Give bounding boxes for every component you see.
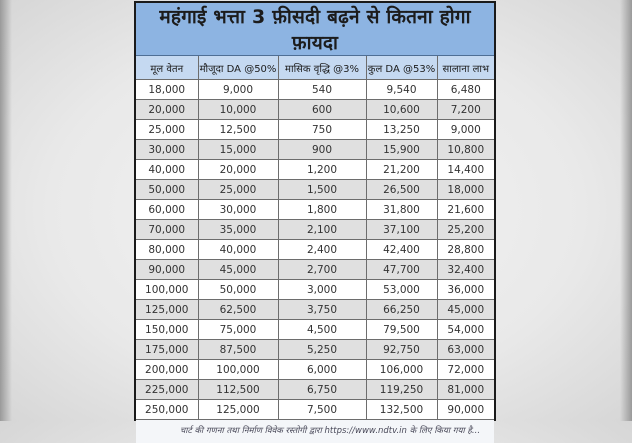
table-row [136,140,494,160]
table-row [136,240,494,260]
cell-basic-pay: 30,000 [136,140,198,160]
cell-basic-pay: 40,000 [136,160,198,180]
table-footer-credit: चार्ट की गणना तथा निर्माण विवेक रस्तोगी द्वारा https://www.ndtv.in के लिए किया गया है... [136,420,494,443]
cell-current-da: 75,000 [198,320,278,340]
cell-total-da: 47,700 [366,260,437,280]
cell-annual-benefit: 72,000 [437,360,494,380]
cell-annual-benefit: 63,000 [437,340,494,360]
table-row [136,360,494,380]
cell-monthly-increase: 6,000 [278,360,366,380]
cell-basic-pay: 60,000 [136,200,198,220]
cell-total-da: 132,500 [366,400,437,420]
cell-current-da: 45,000 [198,260,278,280]
cell-annual-benefit: 9,000 [437,120,494,140]
cell-current-da: 125,000 [198,400,278,420]
background-edge-right [620,0,632,421]
cell-monthly-increase: 1,200 [278,160,366,180]
cell-annual-benefit: 21,600 [437,200,494,220]
cell-annual-benefit: 7,200 [437,100,494,120]
cell-basic-pay: 80,000 [136,240,198,260]
table-row [136,280,494,300]
cell-annual-benefit: 45,000 [437,300,494,320]
table-row [136,200,494,220]
table-row [136,340,494,360]
cell-annual-benefit: 6,480 [437,80,494,100]
cell-current-da: 9,000 [198,80,278,100]
cell-basic-pay: 100,000 [136,280,198,300]
cell-total-da: 10,600 [366,100,437,120]
table-row [136,100,494,120]
cell-current-da: 35,000 [198,220,278,240]
cell-monthly-increase: 6,750 [278,380,366,400]
cell-basic-pay: 70,000 [136,220,198,240]
cell-current-da: 30,000 [198,200,278,220]
cell-basic-pay: 225,000 [136,380,198,400]
cell-annual-benefit: 10,800 [437,140,494,160]
cell-monthly-increase: 7,500 [278,400,366,420]
cell-total-da: 13,250 [366,120,437,140]
da-benefit-table-sheet [134,1,496,421]
cell-annual-benefit: 54,000 [437,320,494,340]
cell-monthly-increase: 2,100 [278,220,366,240]
cell-total-da: 119,250 [366,380,437,400]
cell-basic-pay: 250,000 [136,400,198,420]
table-row [136,220,494,240]
cell-current-da: 112,500 [198,380,278,400]
cell-current-da: 20,000 [198,160,278,180]
cell-monthly-increase: 1,800 [278,200,366,220]
cell-monthly-increase: 1,500 [278,180,366,200]
table-row [136,400,494,420]
cell-basic-pay: 20,000 [136,100,198,120]
table-row [136,180,494,200]
da-benefit-table [136,3,494,443]
column-header-basic-pay: मूल वेतन [136,56,198,80]
cell-total-da: 15,900 [366,140,437,160]
cell-total-da: 37,100 [366,220,437,240]
cell-annual-benefit: 36,000 [437,280,494,300]
cell-current-da: 50,000 [198,280,278,300]
cell-total-da: 92,750 [366,340,437,360]
cell-basic-pay: 90,000 [136,260,198,280]
cell-monthly-increase: 3,750 [278,300,366,320]
cell-current-da: 100,000 [198,360,278,380]
cell-total-da: 26,500 [366,180,437,200]
cell-monthly-increase: 540 [278,80,366,100]
cell-monthly-increase: 3,000 [278,280,366,300]
cell-monthly-increase: 750 [278,120,366,140]
cell-annual-benefit: 14,400 [437,160,494,180]
cell-current-da: 25,000 [198,180,278,200]
table-body [136,80,494,420]
cell-total-da: 106,000 [366,360,437,380]
background-edge-left [0,0,12,421]
column-header-row [136,56,494,80]
cell-annual-benefit: 81,000 [437,380,494,400]
cell-current-da: 62,500 [198,300,278,320]
cell-annual-benefit: 18,000 [437,180,494,200]
cell-annual-benefit: 28,800 [437,240,494,260]
table-row [136,380,494,400]
cell-basic-pay: 125,000 [136,300,198,320]
column-header-annual-benefit: सालाना लाभ [437,56,494,80]
table-row [136,320,494,340]
cell-total-da: 53,000 [366,280,437,300]
cell-basic-pay: 150,000 [136,320,198,340]
cell-annual-benefit: 32,400 [437,260,494,280]
table-row [136,300,494,320]
column-header-current-da: मौजूदा DA @50% [198,56,278,80]
cell-basic-pay: 50,000 [136,180,198,200]
cell-current-da: 12,500 [198,120,278,140]
cell-total-da: 9,540 [366,80,437,100]
cell-total-da: 42,400 [366,240,437,260]
cell-current-da: 87,500 [198,340,278,360]
cell-total-da: 21,200 [366,160,437,180]
cell-total-da: 79,500 [366,320,437,340]
table-row [136,120,494,140]
table-row [136,80,494,100]
cell-current-da: 10,000 [198,100,278,120]
cell-basic-pay: 175,000 [136,340,198,360]
table-row [136,160,494,180]
cell-monthly-increase: 5,250 [278,340,366,360]
column-header-monthly-increase: मासिक वृद्धि @3% [278,56,366,80]
cell-monthly-increase: 2,400 [278,240,366,260]
cell-total-da: 66,250 [366,300,437,320]
cell-monthly-increase: 600 [278,100,366,120]
cell-current-da: 40,000 [198,240,278,260]
cell-monthly-increase: 4,500 [278,320,366,340]
table-row [136,260,494,280]
cell-total-da: 31,800 [366,200,437,220]
table-title: महंगाई भत्ता 3 फ़ीसदी बढ़ने से कितना होगा फ़ायदा [136,3,494,56]
cell-monthly-increase: 900 [278,140,366,160]
cell-basic-pay: 200,000 [136,360,198,380]
cell-annual-benefit: 25,200 [437,220,494,240]
cell-basic-pay: 25,000 [136,120,198,140]
cell-current-da: 15,000 [198,140,278,160]
cell-monthly-increase: 2,700 [278,260,366,280]
column-header-total-da: कुल DA @53% [366,56,437,80]
cell-basic-pay: 18,000 [136,80,198,100]
cell-annual-benefit: 90,000 [437,400,494,420]
